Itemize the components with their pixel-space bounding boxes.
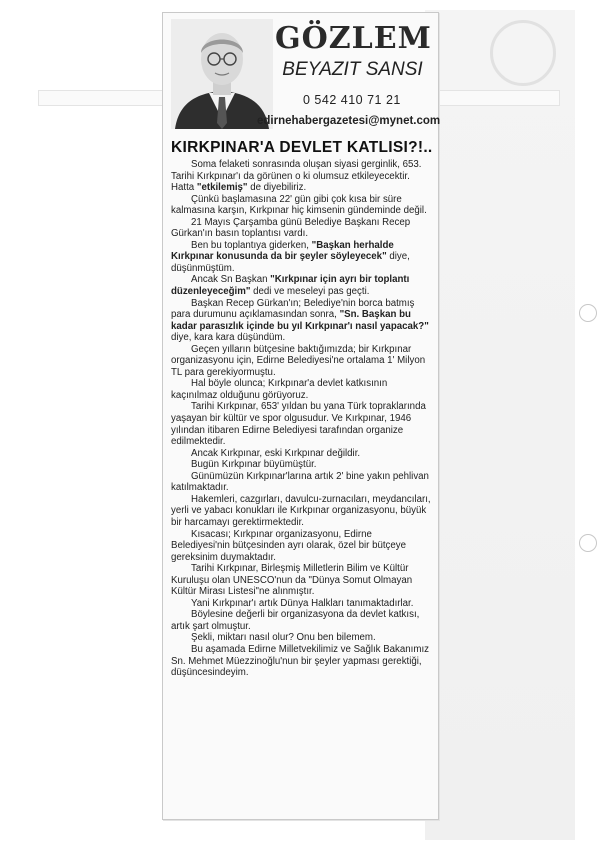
article-emphasis: "Başkan herhalde Kırkpınar konusunda da bir şeyler söyleyecek" (171, 239, 394, 263)
article-text: Tarihi Kırkpınar, 653' yıldan bu yana Türk topraklarında yaşayan bir kültür ve spor olgusudur. Ve Kırkpınar, 1946 yılından itibaren Edirne Belediyesi tarafından organize edilmektedir. (171, 401, 426, 448)
article-text: diye, düşünmüştüm. (171, 251, 410, 274)
author-phone: 0 542 410 71 21 (303, 93, 401, 107)
article-text: Bugün Kırkpınar büyümüştür. (191, 459, 317, 471)
article-paragraph (171, 459, 433, 471)
article-text: de diyebiliriz. (247, 182, 307, 194)
article-text: Başkan Recep Gürkan'ın; Belediye'nin borca batmış para durumunu açıklamasından sonra, (171, 297, 415, 321)
article-text: Yani Kırkpınar'ı artık Dünya Halkları tanımaktadırlar. (191, 597, 414, 609)
article-paragraph (171, 644, 433, 679)
column-masthead: GÖZLEM (275, 21, 432, 56)
article-text: diye, kara kara düşündüm. (171, 332, 286, 344)
article-paragraph (171, 217, 433, 240)
article-text: Ben bu toplantıya giderken, (191, 239, 312, 251)
article-emphasis: "Kırkpınar için ayrı bir toplantı düzenleyeceğim" (171, 274, 410, 298)
columnist-portrait-icon (171, 19, 273, 129)
article-text: Günümüzün Kırkpınar'larına artık 2' bine yakın pehlivan katılmaktadır. (171, 470, 429, 494)
author-email: edirnehabergazetesi@mynet.com (257, 115, 441, 127)
article-paragraph (171, 298, 433, 344)
article-text: Böylesine değerli bir organizasyona da devlet katkısı, artık şart olmuştur. (171, 609, 420, 632)
article-paragraph (171, 448, 433, 460)
article-paragraph (171, 159, 433, 194)
article-emphasis: "Sn. Başkan bu kadar parasızlık içinde bu yıl Kırkpınar'ı nasıl yapacak?" (171, 309, 429, 332)
newspaper-column-clipping (162, 12, 439, 820)
article-paragraph (171, 471, 433, 494)
article-text: Şekli, miktarı nasıl olur? Onu ben bilemem. (191, 632, 376, 644)
article-paragraph (171, 274, 433, 297)
punch-hole-icon (579, 304, 597, 322)
author-name: BEYAZIT SANSI (282, 59, 423, 80)
article-headline: KIRKPINAR'A DEVLET KATLISI?!.. (171, 139, 433, 156)
article-paragraph (171, 598, 433, 610)
article-paragraph (171, 632, 433, 644)
article-text: Ancak Sn Başkan (191, 274, 271, 286)
article-paragraph (171, 609, 433, 632)
background-newspaper-logo-icon (490, 20, 556, 86)
article-text: 21 Mayıs Çarşamba günü Belediye Başkanı Recep Gürkan'ın basın toplantısı vardı. (171, 216, 411, 240)
article-emphasis: "etkilemiş" (196, 182, 248, 194)
punch-hole-icon (579, 534, 597, 552)
article-paragraph (171, 529, 433, 564)
article-text: Ancak Kırkpınar, eski Kırkpınar değildir. (191, 447, 361, 459)
article-text: Soma felaketi sonrasında oluşan siyasi gerginlik, 653. Tarihi Kırkpınar'ı da görünen o ki olumsuz etkileyecektir. Hatta (171, 159, 422, 194)
article-paragraph (171, 344, 433, 379)
article-body (171, 159, 433, 679)
article-text: Geçen yılların bütçesine baktığımızda; bir Kırkpınar organizasyonu için, Edirne Belediyesi'ne ortalama 1' Milyon TL para gerekiyormuştu. (171, 343, 426, 378)
article-paragraph (171, 240, 433, 275)
article-text: Kısacası; Kırkpınar organizasyonu, Edirne Belediyesi'nin bütçesinden ayrı olarak, özel bir bütçeye gereksinim duymaktadır. (171, 528, 407, 563)
article-paragraph (171, 401, 433, 447)
background-newspaper-page (425, 10, 575, 840)
article-paragraph (171, 563, 433, 598)
article-text: Bu aşamada Edirne Milletvekilimiz ve Sağlık Bakanımız Sn. Mehmet Müezzinoğlu'nun bir şeyler yapması gerektiği, düşüncesindeyim. (171, 643, 429, 679)
article-text: dedi ve meseleyi pas geçti. (250, 286, 370, 298)
author-photo (171, 19, 273, 129)
article-text: Tarihi Kırkpınar, Birleşmiş Milletlerin Bilim ve Kültür Kuruluşu olan UNESCO'nun da "Dünya Somut Olmayan Kültür Mirası Listesi"ne alınmıştır. (171, 563, 413, 598)
article-text: Hal böyle olunca; Kırkpınar'a devlet katkısının kaçınılmaz olduğunu görüyoruz. (171, 378, 388, 401)
article-paragraph (171, 194, 433, 217)
article-paragraph (171, 494, 433, 529)
article-text: Çünkü başlamasına 22' gün gibi çok kısa bir süre kalmasına karşın, Kırkpınar hiç kimsenin gündeminde değil. (171, 193, 427, 217)
article-text: Hakemleri, cazgırları, davulcu-zurnacıları, meydancıları, yerli ve yabacı konukları ile Kırkpınar organizasyonu, büyük bir harcamayı gerektirmektedir. (171, 493, 431, 528)
article-paragraph (171, 378, 433, 401)
